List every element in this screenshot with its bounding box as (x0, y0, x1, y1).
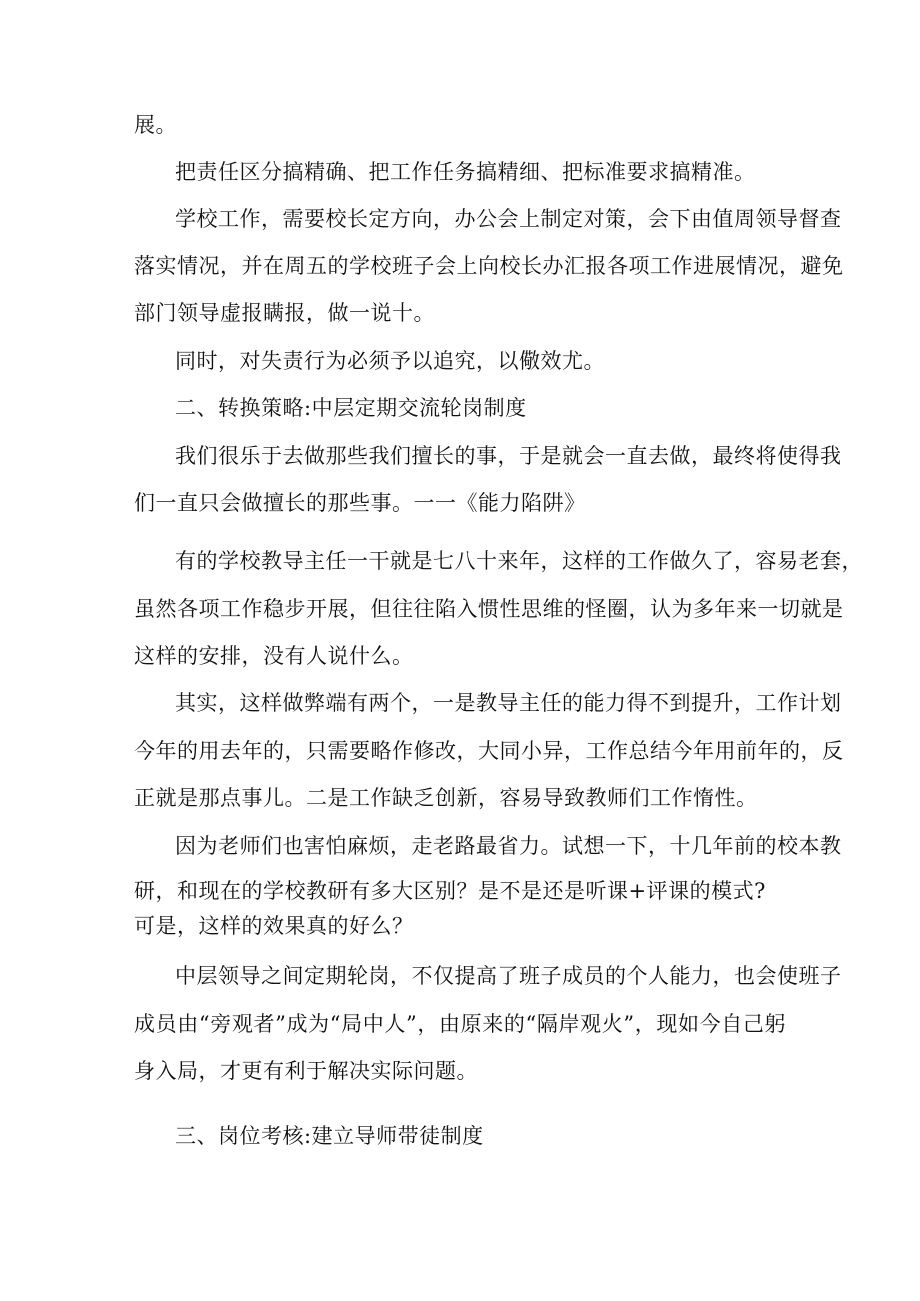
text-line-11: 虽然各项工作稳步开展，但往往陷入惯性思维的怪圈，认为多年来一切就是 (134, 597, 844, 621)
text-line-6: 同时，对失责行为必须予以追究，以儆效尤。 (175, 349, 605, 373)
text-line-9: 们一直只会做擅长的那些事。一一《能力陷阱》 (134, 491, 586, 515)
text-line-20: 成员由“旁观者”成为“局中人”，由原来的“隔岸观火”，现如今自己躬 (134, 1012, 786, 1036)
section-heading-3: 三、岗位考核:建立导师带徒制度 (175, 1124, 484, 1148)
text-line-17: 研，和现在的学校教研有多大区别？是不是还是听课+评课的模式? (134, 879, 766, 903)
text-line-4: 落实情况，并在周五的学校班子会上向校长办汇报各项工作进展情况，避免 (134, 254, 844, 278)
text-line-15: 正就是那点事儿。二是工作缺乏创新，容易导致教师们工作惰性。 (134, 786, 758, 810)
text-line-21: 身入局，才更有利于解决实际问题。 (134, 1059, 478, 1083)
text-line-5: 部门领导虚报瞒报，做一说十。 (134, 301, 435, 325)
text-line-18: 可是，这样的效果真的好么？ (134, 914, 414, 938)
section-heading-2: 二、转换策略:中层定期交流轮岗制度 (175, 396, 527, 420)
text-line-1: 展。 (134, 113, 177, 137)
text-line-10: 有的学校教导主任一干就是七八十来年，这样的工作做久了，容易老套， (175, 549, 863, 573)
text-line-3: 学校工作，需要校长定方向，办公会上制定对策，会下由值周领导督查 (175, 207, 842, 231)
text-line-12: 这样的安排，没有人说什么。 (134, 644, 414, 668)
text-line-14: 今年的用去年的，只需要略作修改，大同小异，工作总结今年用前年的，反 (134, 739, 844, 763)
text-line-13: 其实，这样做弊端有两个，一是教导主任的能力得不到提升，工作计划 (175, 691, 842, 715)
text-line-8: 我们很乐于去做那些我们擅长的事，于是就会一直去做，最终将使得我 (175, 444, 842, 468)
text-line-2: 把责任区分搞精确、把工作任务搞精细、把标准要求搞精准。 (175, 160, 756, 184)
text-line-19: 中层领导之间定期轮岗，不仅提高了班子成员的个人能力，也会使班子 (175, 964, 842, 988)
text-line-16: 因为老师们也害怕麻烦，走老路最省力。试想一下，十几年前的校本教 (175, 834, 842, 858)
